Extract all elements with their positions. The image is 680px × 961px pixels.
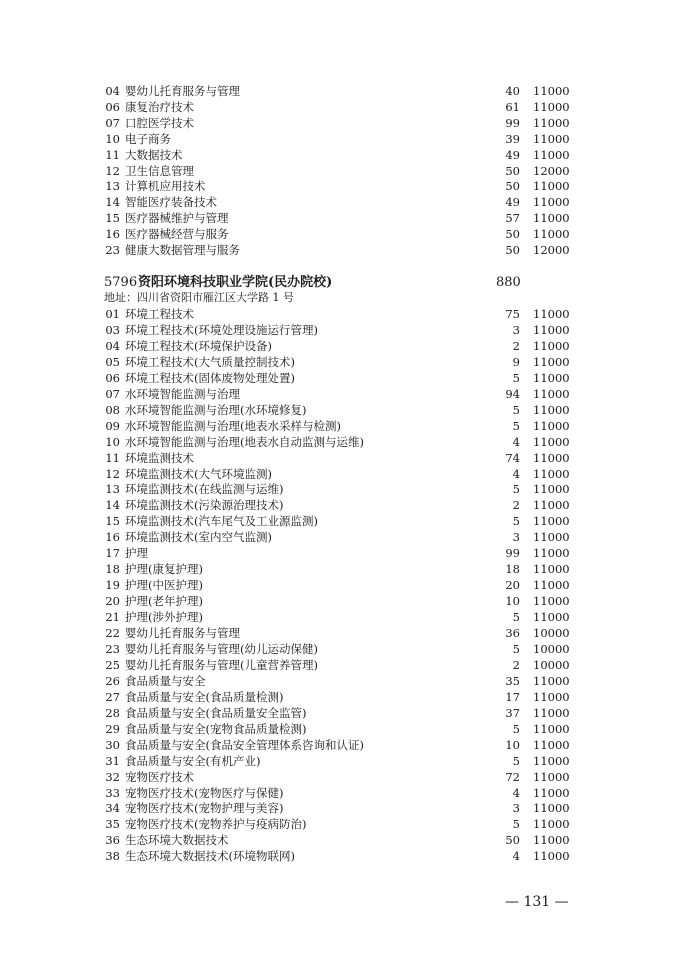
program-code: 16 — [105, 227, 120, 242]
program-row — [0, 848, 680, 864]
program-row — [0, 178, 680, 194]
tuition-fee: 11000 — [533, 673, 570, 688]
tuition-fee: 11000 — [533, 338, 570, 353]
program-code: 25 — [105, 657, 120, 672]
program-name: 水环境智能监测与治理 — [125, 386, 240, 401]
tuition-fee: 11000 — [533, 418, 570, 433]
tuition-fee: 11000 — [533, 562, 570, 577]
program-name: 护理(老年护理) — [125, 594, 203, 609]
enrollment-count: 5 — [512, 482, 520, 497]
enrollment-count: 49 — [505, 195, 520, 210]
program-name: 环境监测技术 — [125, 450, 194, 465]
program-row — [0, 545, 680, 561]
program-row — [0, 689, 680, 705]
program-row — [0, 386, 680, 402]
enrollment-count: 4 — [512, 785, 520, 800]
program-row — [0, 242, 680, 258]
program-code: 35 — [105, 817, 120, 832]
enrollment-count: 2 — [512, 338, 520, 353]
program-row — [0, 322, 680, 338]
program-name: 环境监测技术(汽车尾气及工业源监测) — [125, 514, 318, 529]
program-name: 环境监测技术(大气环境监测) — [125, 466, 272, 481]
enrollment-count: 5 — [512, 610, 520, 625]
program-row — [0, 418, 680, 434]
program-name: 食品质量与安全(食品质量检测) — [125, 689, 284, 704]
tuition-fee: 11000 — [533, 801, 570, 816]
enrollment-count: 20 — [505, 578, 520, 593]
program-name: 食品质量与安全(有机产业) — [125, 753, 261, 768]
program-row — [0, 641, 680, 657]
program-name: 环境监测技术(在线监测与运维) — [125, 482, 284, 497]
program-name: 医疗器械维护与管理 — [125, 211, 229, 226]
program-name: 生态环境大数据技术(环境物联网) — [125, 849, 295, 864]
enrollment-count: 4 — [512, 434, 520, 449]
program-code: 12 — [105, 163, 120, 178]
program-code: 23 — [105, 641, 120, 656]
program-row — [0, 194, 680, 210]
program-row — [0, 306, 680, 322]
program-name: 口腔医学技术 — [125, 115, 194, 130]
program-row — [0, 450, 680, 466]
program-code: 07 — [105, 386, 120, 401]
school-address: 地址：四川省资阳市雁江区大学路 1 号 — [104, 291, 294, 304]
tuition-fee: 10000 — [533, 657, 570, 672]
program-code: 30 — [105, 737, 120, 752]
program-row — [0, 513, 680, 529]
program-row — [0, 625, 680, 641]
program-name: 护理 — [125, 546, 148, 561]
program-code: 14 — [105, 498, 120, 513]
enrollment-count: 17 — [505, 689, 520, 704]
tuition-fee: 11000 — [533, 546, 570, 561]
program-code: 20 — [105, 594, 120, 609]
program-row — [0, 816, 680, 832]
program-row — [0, 481, 680, 497]
program-code: 07 — [105, 115, 120, 130]
tuition-fee: 11000 — [533, 450, 570, 465]
tuition-fee: 11000 — [533, 195, 570, 210]
school-name: 资阳环境科技职业学院(民办院校) — [138, 275, 333, 290]
program-row — [0, 99, 680, 115]
program-row — [0, 163, 680, 179]
program-name: 护理(中医护理) — [125, 578, 203, 593]
tuition-fee: 11000 — [533, 833, 570, 848]
tuition-fee: 12000 — [533, 163, 570, 178]
program-name: 卫生信息管理 — [125, 163, 194, 178]
program-code: 34 — [105, 801, 120, 816]
program-name: 宠物医疗技术 — [125, 769, 194, 784]
program-name: 婴幼儿托育服务与管理 — [125, 626, 240, 640]
program-row — [0, 705, 680, 721]
enrollment-count: 5 — [512, 514, 520, 529]
program-name: 水环境智能监测与治理(水环境修复) — [125, 402, 307, 417]
program-row — [0, 83, 680, 99]
program-name: 环境监测技术(室内空气监测) — [125, 530, 272, 545]
program-code: 10 — [105, 131, 120, 146]
enrollment-count: 99 — [505, 546, 520, 561]
program-name: 水环境智能监测与治理(地表水自动监测与运维) — [125, 434, 364, 449]
enrollment-count: 3 — [512, 530, 520, 545]
tuition-fee: 11000 — [533, 147, 570, 162]
program-code: 15 — [105, 211, 120, 226]
enrollment-count: 10 — [505, 594, 520, 609]
program-row — [0, 657, 680, 673]
program-name: 环境工程技术(环境处理设施运行管理) — [125, 322, 318, 337]
program-name: 宠物医疗技术(宠物养护与疫病防治) — [125, 817, 307, 832]
program-code: 32 — [105, 769, 120, 784]
enrollment-count: 5 — [512, 817, 520, 832]
program-row — [0, 115, 680, 131]
program-name: 环境工程技术 — [125, 307, 194, 321]
program-code: 15 — [105, 514, 120, 529]
enrollment-count: 57 — [505, 211, 520, 226]
program-code: 08 — [105, 402, 120, 417]
program-row — [0, 609, 680, 625]
tuition-fee: 11000 — [533, 530, 570, 545]
program-code: 13 — [105, 482, 120, 497]
tuition-fee: 11000 — [533, 179, 570, 194]
tuition-fee: 11000 — [533, 115, 570, 130]
program-code: 04 — [105, 338, 120, 353]
program-row — [0, 721, 680, 737]
tuition-fee: 12000 — [533, 243, 570, 257]
tuition-fee: 11000 — [533, 386, 570, 401]
enrollment-count: 5 — [512, 402, 520, 417]
school-total-enrollment: 880 — [496, 275, 521, 290]
enrollment-count: 74 — [505, 450, 520, 465]
program-code: 11 — [105, 450, 120, 465]
program-code: 26 — [105, 673, 120, 688]
tuition-fee: 11000 — [533, 466, 570, 481]
tuition-fee: 11000 — [533, 514, 570, 529]
program-row — [0, 131, 680, 147]
tuition-fee: 11000 — [533, 817, 570, 832]
program-name: 智能医疗装备技术 — [125, 195, 217, 210]
program-code: 21 — [105, 610, 120, 625]
program-row — [0, 226, 680, 242]
program-code: 23 — [105, 243, 120, 257]
program-code: 01 — [105, 307, 120, 321]
tuition-fee: 11000 — [533, 307, 570, 321]
enrollment-count: 5 — [512, 753, 520, 768]
program-name: 医疗器械经营与服务 — [125, 227, 229, 242]
program-code: 16 — [105, 530, 120, 545]
enrollment-count: 49 — [505, 147, 520, 162]
program-code: 09 — [105, 418, 120, 433]
program-row — [0, 497, 680, 513]
program-name: 计算机应用技术 — [125, 179, 206, 194]
program-row — [0, 561, 680, 577]
tuition-fee: 11000 — [533, 434, 570, 449]
program-code: 11 — [105, 147, 120, 162]
program-name: 环境监测技术(污染源治理技术) — [125, 498, 284, 513]
program-name: 康复治疗技术 — [125, 99, 194, 114]
program-name: 健康大数据管理与服务 — [125, 243, 240, 257]
enrollment-count: 3 — [512, 801, 520, 816]
enrollment-count: 2 — [512, 657, 520, 672]
program-row — [0, 147, 680, 163]
program-name: 食品质量与安全(食品安全管理体系咨询和认证) — [125, 737, 364, 752]
enrollment-count: 50 — [505, 243, 520, 257]
program-row — [0, 210, 680, 226]
program-code: 05 — [105, 354, 120, 369]
program-name: 护理(康复护理) — [125, 562, 203, 577]
program-code: 27 — [105, 689, 120, 704]
program-code: 03 — [105, 322, 120, 337]
program-code: 14 — [105, 195, 120, 210]
tuition-fee: 10000 — [533, 626, 570, 640]
tuition-fee: 11000 — [533, 99, 570, 114]
program-code: 12 — [105, 466, 120, 481]
tuition-fee: 11000 — [533, 705, 570, 720]
program-name: 食品质量与安全(宠物食品质量检测) — [125, 721, 307, 736]
enrollment-count: 50 — [505, 227, 520, 242]
program-row — [0, 338, 680, 354]
program-row — [0, 800, 680, 816]
enrollment-count: 94 — [505, 386, 520, 401]
enrollment-count: 50 — [505, 179, 520, 194]
program-name: 电子商务 — [125, 131, 171, 146]
program-row — [0, 529, 680, 545]
enrollment-count: 4 — [512, 466, 520, 481]
tuition-fee: 11000 — [533, 849, 570, 864]
enrollment-count: 72 — [505, 769, 520, 784]
program-name: 环境工程技术(大气质量控制技术) — [125, 354, 295, 369]
tuition-fee: 11000 — [533, 785, 570, 800]
enrollment-count: 5 — [512, 370, 520, 385]
enrollment-count: 50 — [505, 163, 520, 178]
enrollment-count: 37 — [505, 705, 520, 720]
enrollment-count: 36 — [505, 626, 520, 640]
tuition-fee: 11000 — [533, 227, 570, 242]
tuition-fee: 11000 — [533, 84, 570, 98]
program-code: 22 — [105, 626, 120, 640]
program-row — [0, 593, 680, 609]
program-code: 28 — [105, 705, 120, 720]
program-row — [0, 832, 680, 848]
program-code: 18 — [105, 562, 120, 577]
tuition-fee: 11000 — [533, 354, 570, 369]
program-code: 10 — [105, 434, 120, 449]
program-name: 环境工程技术(环境保护设备) — [125, 338, 272, 353]
program-name: 食品质量与安全(食品质量安全监管) — [125, 705, 307, 720]
tuition-fee: 11000 — [533, 498, 570, 513]
enrollment-count: 99 — [505, 115, 520, 130]
tuition-fee: 11000 — [533, 131, 570, 146]
tuition-fee: 11000 — [533, 322, 570, 337]
tuition-fee: 11000 — [533, 211, 570, 226]
program-row — [0, 434, 680, 450]
program-code: 04 — [105, 84, 120, 98]
tuition-fee: 10000 — [533, 641, 570, 656]
tuition-fee: 11000 — [533, 482, 570, 497]
program-row — [0, 673, 680, 689]
tuition-fee: 11000 — [533, 402, 570, 417]
tuition-fee: 11000 — [533, 610, 570, 625]
program-name: 婴幼儿托育服务与管理 — [125, 84, 240, 98]
program-code: 31 — [105, 753, 120, 768]
program-row — [0, 769, 680, 785]
enrollment-count: 4 — [512, 849, 520, 864]
school-header — [0, 274, 680, 292]
enrollment-count: 10 — [505, 737, 520, 752]
enrollment-count: 5 — [512, 721, 520, 736]
program-row — [0, 753, 680, 769]
program-name: 食品质量与安全 — [125, 673, 206, 688]
program-row — [0, 466, 680, 482]
program-code: 38 — [105, 849, 120, 864]
tuition-fee: 11000 — [533, 689, 570, 704]
program-name: 护理(涉外护理) — [125, 610, 203, 625]
program-row — [0, 577, 680, 593]
program-code: 19 — [105, 578, 120, 593]
enrollment-count: 9 — [512, 354, 520, 369]
program-code: 13 — [105, 179, 120, 194]
program-row — [0, 354, 680, 370]
program-row — [0, 785, 680, 801]
program-name: 宠物医疗技术(宠物护理与美容) — [125, 801, 284, 816]
enrollment-count: 3 — [512, 322, 520, 337]
program-row — [0, 370, 680, 386]
program-code: 06 — [105, 99, 120, 114]
enrollment-count: 40 — [505, 84, 520, 98]
tuition-fee: 11000 — [533, 370, 570, 385]
enrollment-count: 5 — [512, 418, 520, 433]
program-code: 17 — [105, 546, 120, 561]
program-name: 宠物医疗技术(宠物医疗与保健) — [125, 785, 284, 800]
enrollment-count: 75 — [505, 307, 520, 321]
program-name: 大数据技术 — [125, 147, 183, 162]
program-name: 婴幼儿托育服务与管理(儿童营养管理) — [125, 657, 318, 672]
tuition-fee: 11000 — [533, 753, 570, 768]
enrollment-count: 18 — [505, 562, 520, 577]
enrollment-count: 2 — [512, 498, 520, 513]
program-name: 婴幼儿托育服务与管理(幼儿运动保健) — [125, 641, 318, 656]
program-name: 生态环境大数据技术 — [125, 833, 229, 848]
enrollment-count: 5 — [512, 641, 520, 656]
program-code: 33 — [105, 785, 120, 800]
program-row — [0, 402, 680, 418]
program-code: 29 — [105, 721, 120, 736]
school-code: 5796 — [104, 275, 138, 290]
enrollment-count: 50 — [505, 833, 520, 848]
tuition-fee: 11000 — [533, 737, 570, 752]
enrollment-count: 61 — [505, 99, 520, 114]
program-code: 06 — [105, 370, 120, 385]
program-code: 36 — [105, 833, 120, 848]
tuition-fee: 11000 — [533, 578, 570, 593]
program-row — [0, 737, 680, 753]
tuition-fee: 11000 — [533, 594, 570, 609]
program-name: 环境工程技术(固体废物处理处置) — [125, 370, 295, 385]
program-name: 水环境智能监测与治理(地表水采样与检测) — [125, 418, 341, 433]
tuition-fee: 11000 — [533, 769, 570, 784]
enrollment-count: 39 — [505, 131, 520, 146]
tuition-fee: 11000 — [533, 721, 570, 736]
page-number: — 131 — — [505, 894, 569, 910]
enrollment-count: 35 — [505, 673, 520, 688]
